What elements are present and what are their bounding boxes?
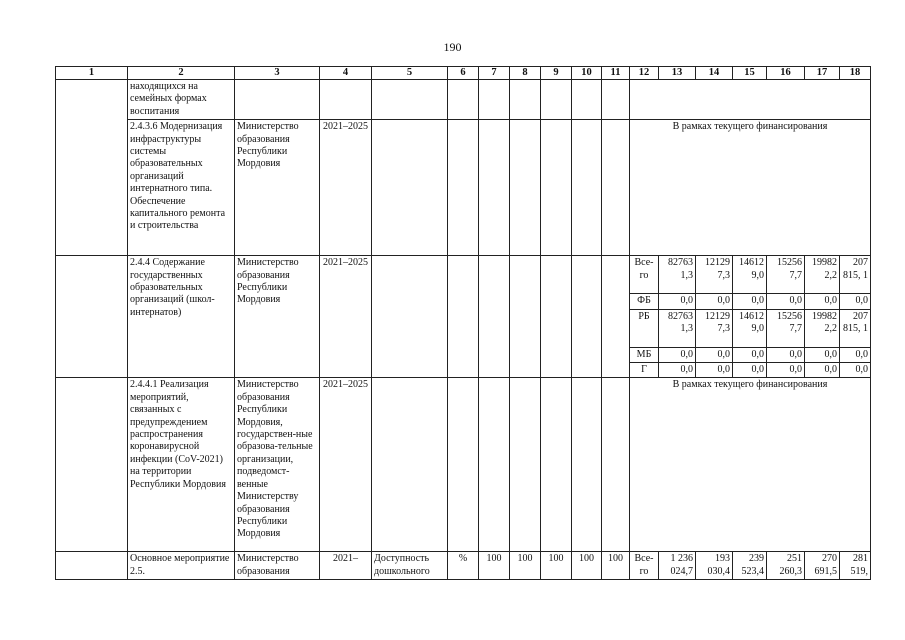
cell-amount: 0,0 bbox=[840, 347, 871, 362]
cell-unit bbox=[448, 256, 479, 378]
cell-amount: 19982 2,2 bbox=[805, 256, 840, 294]
cell-amount: 82763 1,3 bbox=[659, 309, 696, 347]
cell-value bbox=[510, 120, 541, 256]
table-row bbox=[56, 552, 871, 580]
cell-executor bbox=[235, 80, 320, 120]
col-header: 14 bbox=[696, 67, 733, 80]
cell-value bbox=[541, 378, 572, 552]
cell-amount: 14612 9,0 bbox=[733, 309, 767, 347]
cell-unit bbox=[448, 378, 479, 552]
cell-value: 100 bbox=[602, 552, 630, 580]
col-header: 5 bbox=[372, 67, 448, 80]
cell-amount: 193 030,4 bbox=[696, 552, 733, 580]
col-header: 10 bbox=[572, 67, 602, 80]
cell-amount: 0,0 bbox=[733, 347, 767, 362]
cell-source-label: Все-го bbox=[630, 256, 659, 294]
col-header: 3 bbox=[235, 67, 320, 80]
cell-unit bbox=[448, 80, 479, 120]
cell-source-label: ФБ bbox=[630, 294, 659, 309]
cell-value bbox=[510, 378, 541, 552]
col-header: 6 bbox=[448, 67, 479, 80]
col-header: 1 bbox=[56, 67, 128, 80]
cell-executor: Министерство образования Республики Мордовия bbox=[235, 256, 320, 378]
cell-executor: Министерство образования Республики Мордовия bbox=[235, 120, 320, 256]
cell-period: 2021–2025 bbox=[320, 120, 372, 256]
col-header: 12 bbox=[630, 67, 659, 80]
cell-amount: 0,0 bbox=[805, 347, 840, 362]
cell-period bbox=[320, 80, 372, 120]
cell-amount: 0,0 bbox=[659, 294, 696, 309]
cell-value bbox=[510, 256, 541, 378]
cell-indicator bbox=[372, 378, 448, 552]
cell-amount: 14612 9,0 bbox=[733, 256, 767, 294]
cell-value bbox=[602, 120, 630, 256]
cell-source-label: РБ bbox=[630, 309, 659, 347]
cell-amount: 0,0 bbox=[659, 363, 696, 378]
col-header: 7 bbox=[479, 67, 510, 80]
cell-value bbox=[572, 378, 602, 552]
cell-value: 100 bbox=[479, 552, 510, 580]
col-header: 13 bbox=[659, 67, 696, 80]
cell-empty bbox=[56, 552, 128, 580]
cell-value bbox=[510, 80, 541, 120]
col-header: 15 bbox=[733, 67, 767, 80]
cell-value: 100 bbox=[572, 552, 602, 580]
cell-amount: 281 519, bbox=[840, 552, 871, 580]
cell-amount: 0,0 bbox=[696, 294, 733, 309]
cell-amount: 15256 7,7 bbox=[767, 256, 805, 294]
cell-indicator bbox=[372, 256, 448, 378]
cell-financing-empty bbox=[630, 80, 871, 120]
cell-amount: 0,0 bbox=[767, 347, 805, 362]
cell-amount: 82763 1,3 bbox=[659, 256, 696, 294]
table-row bbox=[56, 378, 871, 552]
cell-value: 100 bbox=[510, 552, 541, 580]
col-header: 4 bbox=[320, 67, 372, 80]
cell-amount: 0,0 bbox=[840, 363, 871, 378]
cell-value bbox=[479, 80, 510, 120]
cell-value bbox=[479, 378, 510, 552]
cell-unit: % bbox=[448, 552, 479, 580]
cell-value bbox=[541, 80, 572, 120]
cell-value bbox=[572, 256, 602, 378]
col-header: 17 bbox=[805, 67, 840, 80]
cell-amount: 0,0 bbox=[767, 294, 805, 309]
cell-period: 2021–2025 bbox=[320, 256, 372, 378]
cell-amount: 207 815, 1 bbox=[840, 256, 871, 294]
table-row bbox=[56, 256, 871, 294]
table-row bbox=[56, 80, 871, 120]
cell-activity-name: 2.4.4.1 Реализация мероприятий, связанных с предупреждением распространения коронавирусной инфекции (CoV-2021) на территории Республики Мордовия bbox=[128, 378, 235, 552]
cell-activity-name: Основное мероприятие 2.5. bbox=[128, 552, 235, 580]
cell-activity-name: 2.4.3.6 Модернизация инфраструктуры системы образовательных организаций интернатного типа. Обеспечение капитального ремонта и строительства bbox=[128, 120, 235, 256]
cell-amount: 15256 7,7 bbox=[767, 309, 805, 347]
table-row bbox=[56, 120, 871, 256]
col-header: 11 bbox=[602, 67, 630, 80]
cell-financing-note: В рамках текущего финансирования bbox=[630, 378, 871, 552]
cell-indicator bbox=[372, 120, 448, 256]
cell-amount: 0,0 bbox=[805, 294, 840, 309]
cell-indicator: Доступность дошкольного bbox=[372, 552, 448, 580]
cell-value bbox=[572, 120, 602, 256]
cell-empty bbox=[56, 256, 128, 378]
cell-amount: 239 523,4 bbox=[733, 552, 767, 580]
col-header: 18 bbox=[840, 67, 871, 80]
cell-financing-note: В рамках текущего финансирования bbox=[630, 120, 871, 256]
cell-value bbox=[572, 80, 602, 120]
col-header: 9 bbox=[541, 67, 572, 80]
cell-value bbox=[479, 256, 510, 378]
cell-source-label: МБ bbox=[630, 347, 659, 362]
cell-executor: Министерство образования bbox=[235, 552, 320, 580]
cell-activity-name: находящихся на семейных формах воспитания bbox=[128, 80, 235, 120]
col-header: 2 bbox=[128, 67, 235, 80]
cell-value bbox=[602, 80, 630, 120]
cell-amount: 0,0 bbox=[733, 363, 767, 378]
cell-amount: 12129 7,3 bbox=[696, 256, 733, 294]
cell-amount: 1 236 024,7 bbox=[659, 552, 696, 580]
cell-period: 2021– bbox=[320, 552, 372, 580]
cell-value: 100 bbox=[541, 552, 572, 580]
cell-period: 2021–2025 bbox=[320, 378, 372, 552]
program-table bbox=[55, 66, 871, 580]
cell-amount: 270 691,5 bbox=[805, 552, 840, 580]
cell-amount: 0,0 bbox=[696, 363, 733, 378]
cell-unit bbox=[448, 120, 479, 256]
cell-amount: 251 260,3 bbox=[767, 552, 805, 580]
cell-value bbox=[541, 256, 572, 378]
col-header: 16 bbox=[767, 67, 805, 80]
cell-value bbox=[541, 120, 572, 256]
cell-executor: Министерство образования Республики Мордовия, государствен-ные образова-тельные организации, подведомст-венные Министерству образования Республики Мордовия bbox=[235, 378, 320, 552]
cell-empty bbox=[56, 378, 128, 552]
cell-activity-name: 2.4.4 Содержание государственных образовательных организаций (школ-интернатов) bbox=[128, 256, 235, 378]
cell-amount: 12129 7,3 bbox=[696, 309, 733, 347]
header-row bbox=[56, 67, 871, 80]
cell-amount: 0,0 bbox=[696, 347, 733, 362]
cell-amount: 207 815, 1 bbox=[840, 309, 871, 347]
cell-source-label: Все-го bbox=[630, 552, 659, 580]
page-number: 190 bbox=[443, 40, 462, 54]
cell-amount: 0,0 bbox=[805, 363, 840, 378]
cell-source-label: Г bbox=[630, 363, 659, 378]
cell-value bbox=[602, 378, 630, 552]
cell-amount: 0,0 bbox=[733, 294, 767, 309]
cell-value bbox=[602, 256, 630, 378]
cell-amount: 0,0 bbox=[767, 363, 805, 378]
cell-value bbox=[479, 120, 510, 256]
col-header: 8 bbox=[510, 67, 541, 80]
cell-amount: 0,0 bbox=[659, 347, 696, 362]
cell-empty bbox=[56, 80, 128, 256]
cell-amount: 0,0 bbox=[840, 294, 871, 309]
cell-indicator bbox=[372, 80, 448, 120]
cell-amount: 19982 2,2 bbox=[805, 309, 840, 347]
